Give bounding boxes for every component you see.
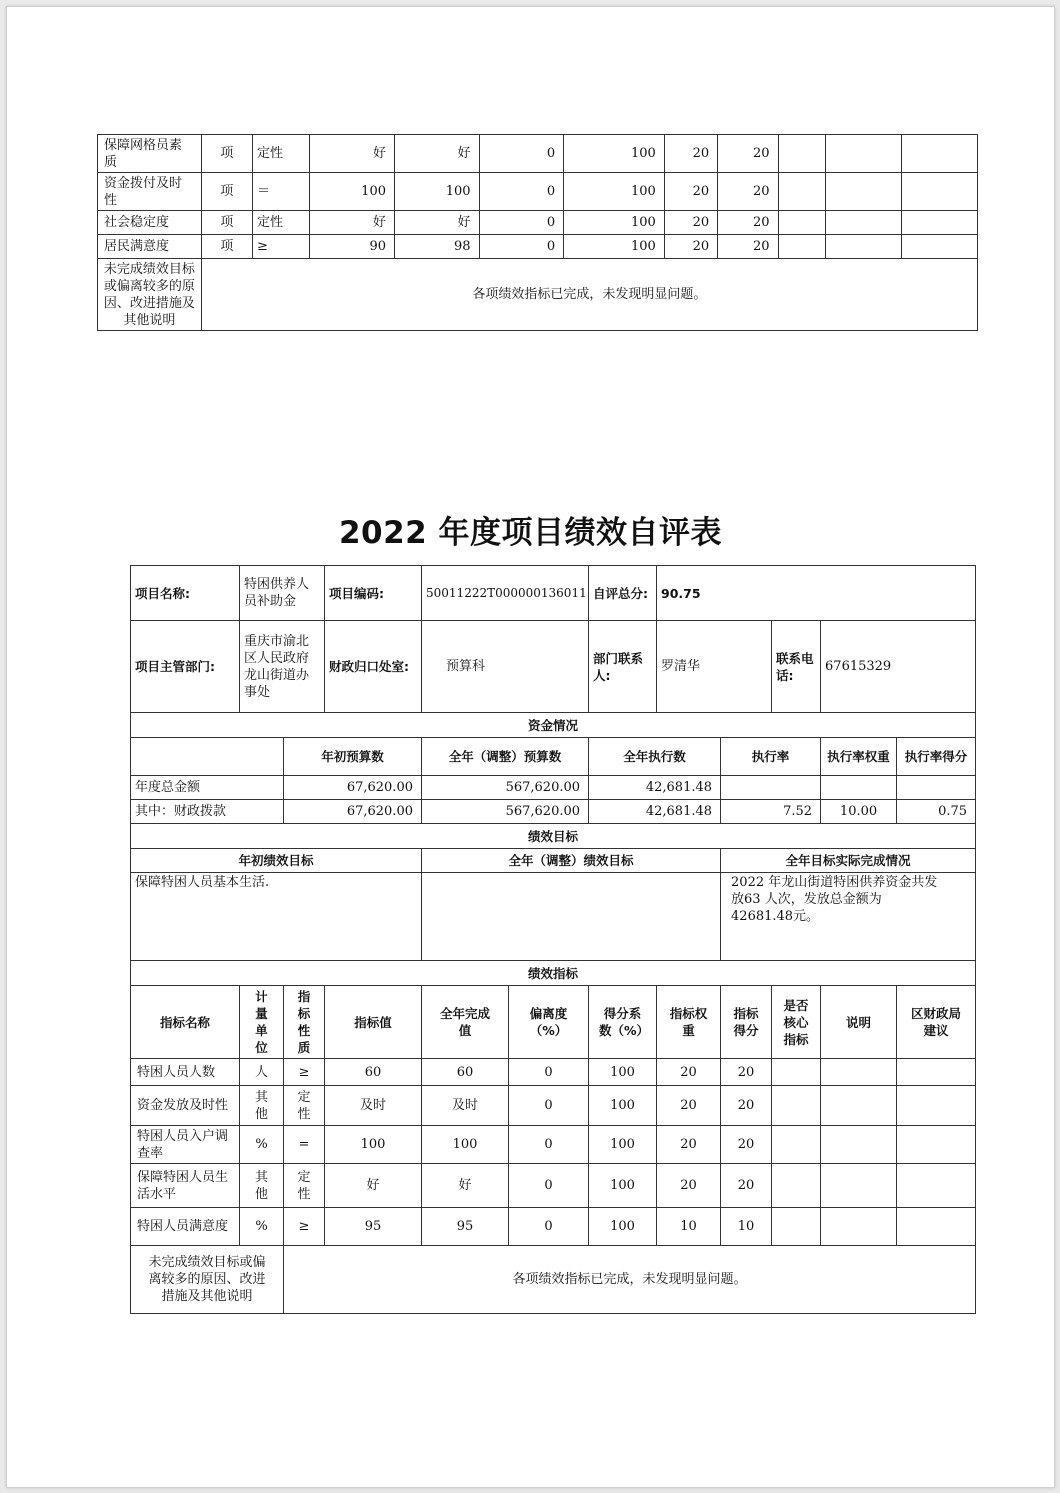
upper-indicator-table (97, 134, 978, 331)
goals-header-initial: 年初绩效目标 (131, 849, 422, 873)
page-title: 2022 年度项目绩效自评表 (338, 515, 723, 551)
ind-header: 指标权重 (657, 986, 721, 1059)
indicator-cell-core-flag (772, 1126, 821, 1164)
upper-cell-name: 资金拨付及时性 (98, 173, 202, 211)
indicator-cell-actual: 100 (422, 1126, 509, 1164)
ind-header: 指标性质 (284, 986, 325, 1059)
indicator-cell-weight: 10 (657, 1208, 721, 1246)
upper-cell-name: 社会稳定度 (98, 211, 202, 235)
upper-cell-nature: 定性 (253, 135, 310, 173)
ind-header: 指标得分 (721, 986, 772, 1059)
funds-header-weight: 执行率权重 (821, 738, 897, 776)
upper-cell-unit: 项 (201, 135, 252, 173)
upper-cell-core-flag (778, 173, 825, 211)
indicator-cell-score: 20 (721, 1164, 772, 1208)
upper-cell-note (825, 235, 902, 259)
indicator-cell-actual: 好 (422, 1164, 509, 1208)
upper-cell-finance-advice (902, 211, 978, 235)
indicator-cell-deviation: 0 (509, 1164, 589, 1208)
indicator-cell-target: 好 (325, 1164, 422, 1208)
ind-header: 是否核心指标 (772, 986, 821, 1059)
indicator-cell-note (821, 1126, 897, 1164)
indicator-cell-score-coefficient: 100 (589, 1059, 657, 1086)
upper-cell-score: 20 (718, 173, 778, 211)
evaluation-table (130, 565, 976, 1314)
upper-cell-unit: 项 (201, 235, 252, 259)
indicator-row (131, 1086, 976, 1126)
indicator-cell-name: 特困人员人数 (131, 1059, 240, 1086)
phone-label: 联系电话: (772, 621, 821, 713)
upper-cell-target: 100 (310, 173, 395, 211)
upper-cell-score: 20 (718, 235, 778, 259)
project-name-label: 项目名称: (131, 566, 240, 621)
upper-cell-nature: 定性 (253, 211, 310, 235)
funds-row-rate (721, 776, 821, 800)
contact: 罗清华 (657, 621, 772, 713)
indicator-cell-nature: = (284, 1126, 325, 1164)
ind-header: 计量单位 (240, 986, 284, 1059)
funds-header-adjusted: 全年（调整）预算数 (422, 738, 589, 776)
funds-row-init: 67,620.00 (284, 776, 422, 800)
funds-row-label: 年度总金额 (131, 776, 284, 800)
indicator-cell-nature: 定性 (284, 1086, 325, 1126)
upper-cell-deviation: 0 (479, 235, 564, 259)
indicator-cell-actual: 95 (422, 1208, 509, 1246)
upper-cell-finance-advice (902, 173, 978, 211)
upper-cell-name: 居民满意度 (98, 235, 202, 259)
indicator-cell-score-coefficient: 100 (589, 1208, 657, 1246)
phone: 67615329 (821, 621, 976, 713)
indicator-cell-name: 特困人员满意度 (131, 1208, 240, 1246)
upper-footer-label: 未完成绩效目标或偏离较多的原因、改进措施及其他说明 (98, 259, 202, 331)
funds-row-rate: 7.52 (721, 800, 821, 824)
upper-cell-target: 90 (310, 235, 395, 259)
indicator-row (131, 1059, 976, 1086)
funds-header-executed: 全年执行数 (589, 738, 721, 776)
upper-cell-target: 好 (310, 211, 395, 235)
indicator-cell-deviation: 0 (509, 1059, 589, 1086)
upper-cell-unit: 项 (201, 211, 252, 235)
indicators-footer-label: 未完成绩效目标或偏离较多的原因、改进措施及其他说明 (131, 1246, 284, 1314)
indicator-cell-unit: % (240, 1208, 284, 1246)
indicator-cell-target: 95 (325, 1208, 422, 1246)
indicator-cell-deviation: 0 (509, 1208, 589, 1246)
upper-cell-deviation: 0 (479, 135, 564, 173)
indicator-cell-score: 10 (721, 1208, 772, 1246)
indicator-cell-score-coefficient: 100 (589, 1126, 657, 1164)
upper-cell-core-flag (778, 211, 825, 235)
indicator-cell-core-flag (772, 1059, 821, 1086)
upper-cell-deviation: 0 (479, 173, 564, 211)
goals-section-header: 绩效目标 (131, 824, 976, 849)
upper-cell-score-coefficient: 100 (564, 135, 665, 173)
finance-office: 预算科 (422, 621, 589, 713)
indicator-row (131, 1126, 976, 1164)
indicator-cell-note (821, 1164, 897, 1208)
upper-cell-note (825, 135, 902, 173)
indicator-cell-score: 20 (721, 1086, 772, 1126)
funds-header-init: 年初预算数 (284, 738, 422, 776)
indicator-cell-finance-advice (897, 1164, 976, 1208)
ind-header: 全年完成值 (422, 986, 509, 1059)
contact-label: 部门联系人: (589, 621, 657, 713)
indicator-row (131, 1208, 976, 1246)
indicator-cell-name: 保障特困人员生活水平 (131, 1164, 240, 1208)
project-name: 特困供养人员补助金 (240, 566, 325, 621)
indicator-cell-nature: ≥ (284, 1059, 325, 1086)
funds-row-score: 0.75 (897, 800, 976, 824)
funds-row-init: 67,620.00 (284, 800, 422, 824)
funds-row-score (897, 776, 976, 800)
project-code: 50011222T000000136011 (422, 566, 589, 621)
indicator-cell-deviation: 0 (509, 1086, 589, 1126)
indicator-cell-unit: 其他 (240, 1164, 284, 1208)
funds-row-weight (821, 776, 897, 800)
project-code-label: 项目编码: (325, 566, 422, 621)
upper-table-row (98, 135, 978, 173)
ind-header: 偏离度（%） (509, 986, 589, 1059)
indicator-cell-target: 及时 (325, 1086, 422, 1126)
indicator-cell-score: 20 (721, 1059, 772, 1086)
funds-row-label: 其中：财政拨款 (131, 800, 284, 824)
total-score-label: 自评总分: (589, 566, 657, 621)
goal-adjusted (422, 873, 721, 961)
upper-cell-finance-advice (902, 135, 978, 173)
indicator-cell-unit: % (240, 1126, 284, 1164)
upper-cell-actual: 好 (395, 135, 480, 173)
funds-section-header: 资金情况 (131, 713, 976, 738)
upper-footer-text: 各项绩效指标已完成，未发现明显问题。 (201, 259, 977, 331)
upper-cell-score-coefficient: 100 (564, 211, 665, 235)
goal-initial: 保障特困人员基本生活. (131, 873, 422, 961)
upper-cell-score: 20 (718, 135, 778, 173)
goals-header-actual: 全年目标实际完成情况 (721, 849, 976, 873)
upper-cell-note (825, 211, 902, 235)
ind-header: 指标值 (325, 986, 422, 1059)
indicator-cell-name: 资金发放及时性 (131, 1086, 240, 1126)
indicator-cell-note (821, 1086, 897, 1126)
upper-cell-actual: 98 (395, 235, 480, 259)
indicator-cell-deviation: 0 (509, 1126, 589, 1164)
upper-cell-name: 保障网格员素质 (98, 135, 202, 173)
goal-actual: 2022 年龙山街道特困供养资金共发放63 人次，发放总金额为 42681.48元。 (721, 873, 976, 961)
upper-cell-nature: ＝ (253, 173, 310, 211)
indicator-cell-finance-advice (897, 1059, 976, 1086)
indicator-cell-note (821, 1059, 897, 1086)
indicator-cell-weight: 20 (657, 1164, 721, 1208)
upper-cell-actual: 好 (395, 211, 480, 235)
indicator-cell-name: 特困人员入户调查率 (131, 1126, 240, 1164)
funds-row-executed: 42,681.48 (589, 776, 721, 800)
upper-cell-actual: 100 (395, 173, 480, 211)
funds-row-weight: 10.00 (821, 800, 897, 824)
indicator-cell-note (821, 1208, 897, 1246)
indicator-cell-actual: 及时 (422, 1086, 509, 1126)
indicator-cell-score-coefficient: 100 (589, 1086, 657, 1126)
upper-cell-target: 好 (310, 135, 395, 173)
dept: 重庆市渝北区人民政府龙山街道办事处 (240, 621, 325, 713)
indicator-cell-finance-advice (897, 1086, 976, 1126)
upper-table-row (98, 173, 978, 211)
ind-header: 区财政局建议 (897, 986, 976, 1059)
upper-cell-deviation: 0 (479, 211, 564, 235)
upper-table-row (98, 235, 978, 259)
funds-header-blank (131, 738, 284, 776)
document-page (6, 6, 1055, 1488)
indicator-cell-finance-advice (897, 1126, 976, 1164)
upper-cell-weight: 20 (664, 173, 717, 211)
funds-row-adjusted: 567,620.00 (422, 800, 589, 824)
upper-cell-score: 20 (718, 211, 778, 235)
indicator-cell-unit: 其他 (240, 1086, 284, 1126)
upper-cell-core-flag (778, 135, 825, 173)
funds-row-executed: 42,681.48 (589, 800, 721, 824)
indicator-cell-unit: 人 (240, 1059, 284, 1086)
indicator-row (131, 1164, 976, 1208)
indicator-cell-finance-advice (897, 1208, 976, 1246)
dept-label: 项目主管部门: (131, 621, 240, 713)
upper-cell-note (825, 173, 902, 211)
indicator-cell-score-coefficient: 100 (589, 1164, 657, 1208)
upper-cell-score-coefficient: 100 (564, 173, 665, 211)
indicator-cell-core-flag (772, 1086, 821, 1126)
upper-cell-weight: 20 (664, 211, 717, 235)
funds-row-adjusted: 567,620.00 (422, 776, 589, 800)
upper-cell-unit: 项 (201, 173, 252, 211)
finance-office-label: 财政归口处室: (325, 621, 422, 713)
upper-cell-score-coefficient: 100 (564, 235, 665, 259)
indicator-cell-weight: 20 (657, 1126, 721, 1164)
funds-header-score: 执行率得分 (897, 738, 976, 776)
upper-table-row (98, 211, 978, 235)
ind-header: 指标名称 (131, 986, 240, 1059)
indicator-cell-core-flag (772, 1164, 821, 1208)
indicator-cell-nature: ≥ (284, 1208, 325, 1246)
indicator-cell-weight: 20 (657, 1086, 721, 1126)
ind-header: 得分系数（%） (589, 986, 657, 1059)
upper-cell-nature: ≥ (253, 235, 310, 259)
upper-cell-core-flag (778, 235, 825, 259)
indicator-cell-target: 60 (325, 1059, 422, 1086)
indicators-footer-text: 各项绩效指标已完成，未发现明显问题。 (284, 1246, 976, 1314)
ind-header: 说明 (821, 986, 897, 1059)
upper-cell-finance-advice (902, 235, 978, 259)
indicator-cell-core-flag (772, 1208, 821, 1246)
indicator-cell-score: 20 (721, 1126, 772, 1164)
upper-cell-weight: 20 (664, 135, 717, 173)
funds-header-rate: 执行率 (721, 738, 821, 776)
indicator-cell-weight: 20 (657, 1059, 721, 1086)
upper-cell-weight: 20 (664, 235, 717, 259)
indicator-cell-target: 100 (325, 1126, 422, 1164)
indicators-section-header: 绩效指标 (131, 961, 976, 986)
indicator-cell-nature: 定性 (284, 1164, 325, 1208)
goals-header-adjusted: 全年（调整）绩效目标 (422, 849, 721, 873)
indicator-cell-actual: 60 (422, 1059, 509, 1086)
total-score: 90.75 (657, 566, 976, 621)
